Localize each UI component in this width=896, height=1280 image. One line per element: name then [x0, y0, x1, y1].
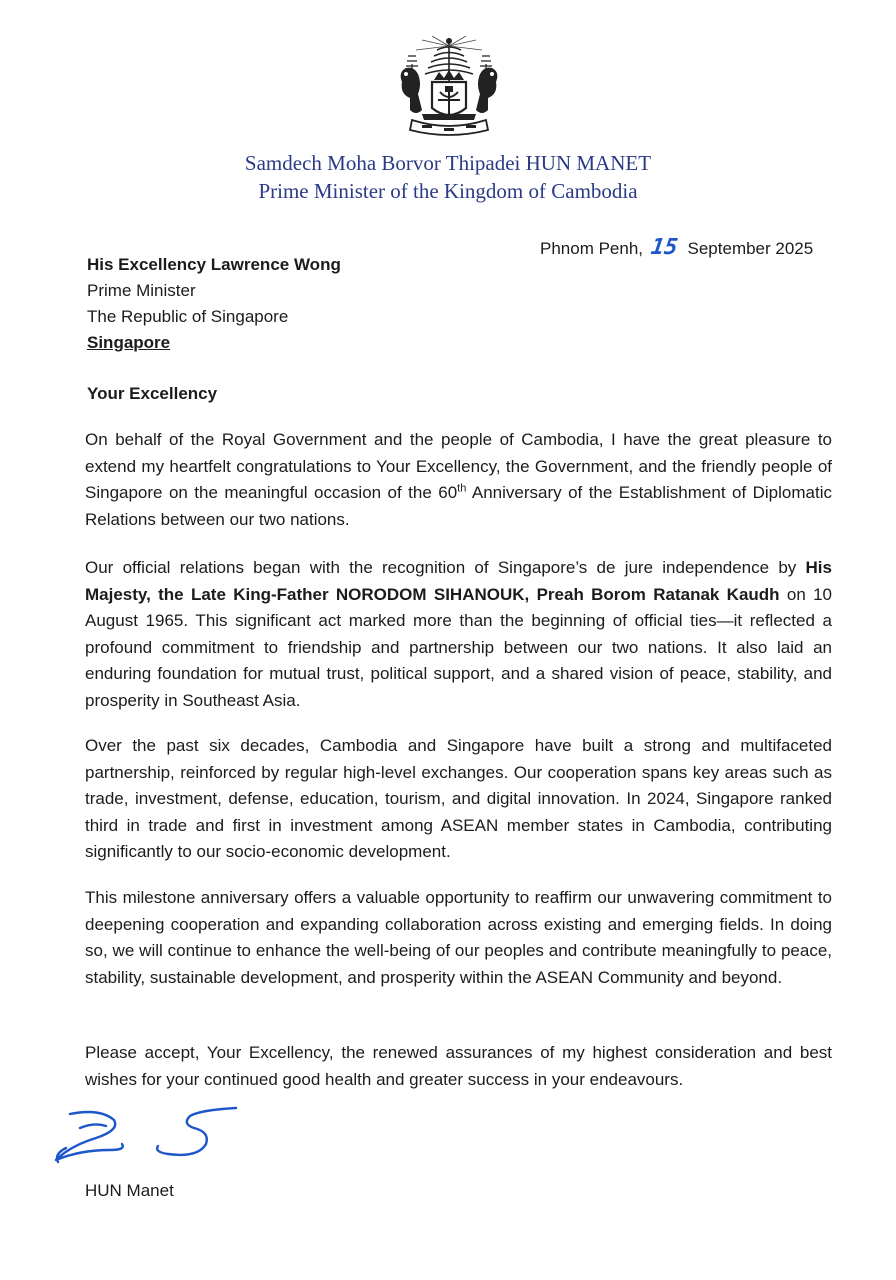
paragraph-text: on 10 August 1965. This significant act marked more than the beginning of official ties—it reflected a profound commitment to friendship and partnership between our two nations. It also laid an enduring foundation for mutual trust, political support, and a shared vision of peace, stability, and prosperity in Southeast Asia.: [85, 584, 833, 710]
signer-name: HUN Manet: [85, 1181, 174, 1200]
addressee-title: Prime Minister: [87, 281, 196, 300]
paragraph-bold-name: His Majesty, the Late King-Father NORODOM SIHANOUK, Preah Borom Ratanak Kaudh: [85, 558, 832, 604]
paragraph-text: On behalf of the Royal Government and the people of Cambodia, I have the great pleasure to extend my heartfelt congratulations to Your Excellency, the Government, and the friendly people of Singapore on the meaningful occasion of the 60: [85, 430, 832, 502]
paragraph-milestone: This milestone anniversary offers a valuable opportunity to reaffirm our unwavering commitment to deepening cooperation and expanding collaboration across existing and emerging fields. In doing so, we will continue to enhance the well-being of our peoples and contribute meaningfully to peace, stability, sustainable development, and prosperity within the ASEAN Community and beyond.: [85, 888, 832, 987]
paragraph-text: Anniversary of the Establishment of Diplomatic Relations between our two nations.: [85, 483, 832, 529]
letter-date: [540, 236, 813, 261]
addressee-country: The Republic of Singapore: [87, 307, 289, 326]
superscript-ordinal: th: [457, 482, 467, 495]
paragraph-history: [85, 555, 832, 714]
letterhead-title: Prime Minister of the Kingdom of Cambodia: [258, 179, 638, 203]
paragraph-closing: Please accept, Your Excellency, the renewed assurances of my highest consideration and best wishes for your continued good health and greater success in your endeavours.: [85, 1043, 832, 1089]
salutation: Your Excellency: [87, 384, 218, 403]
date-month-year: September 2025: [687, 239, 814, 258]
date-day-handwritten: 15: [649, 235, 680, 260]
paragraph-text: Our official relations began with the recognition of Singapore’s de jure independence by: [85, 558, 806, 577]
paragraph-congratulations: [85, 427, 832, 533]
addressee-city: Singapore: [87, 333, 171, 352]
addressee-name: His Excellency Lawrence Wong: [87, 255, 341, 274]
paragraph-partnership: Over the past six decades, Cambodia and Singapore have built a strong and multifaceted partnership, reinforced by regular high-level exchanges. Our cooperation spans key areas such as trade, investment, defense, education, tourism, and digital innovation. In 2024, Singapore ranked third in trade and first in investment among ASEAN member states in Cambodia, contributing significantly to our socio-economic development.: [85, 736, 832, 861]
royal-emblem-icon: [392, 36, 506, 140]
date-place: Phnom Penh,: [540, 239, 644, 258]
letterhead-name: Samdech Moha Borvor Thipadei HUN MANET: [244, 151, 652, 175]
handwritten-signature: [50, 1102, 242, 1170]
